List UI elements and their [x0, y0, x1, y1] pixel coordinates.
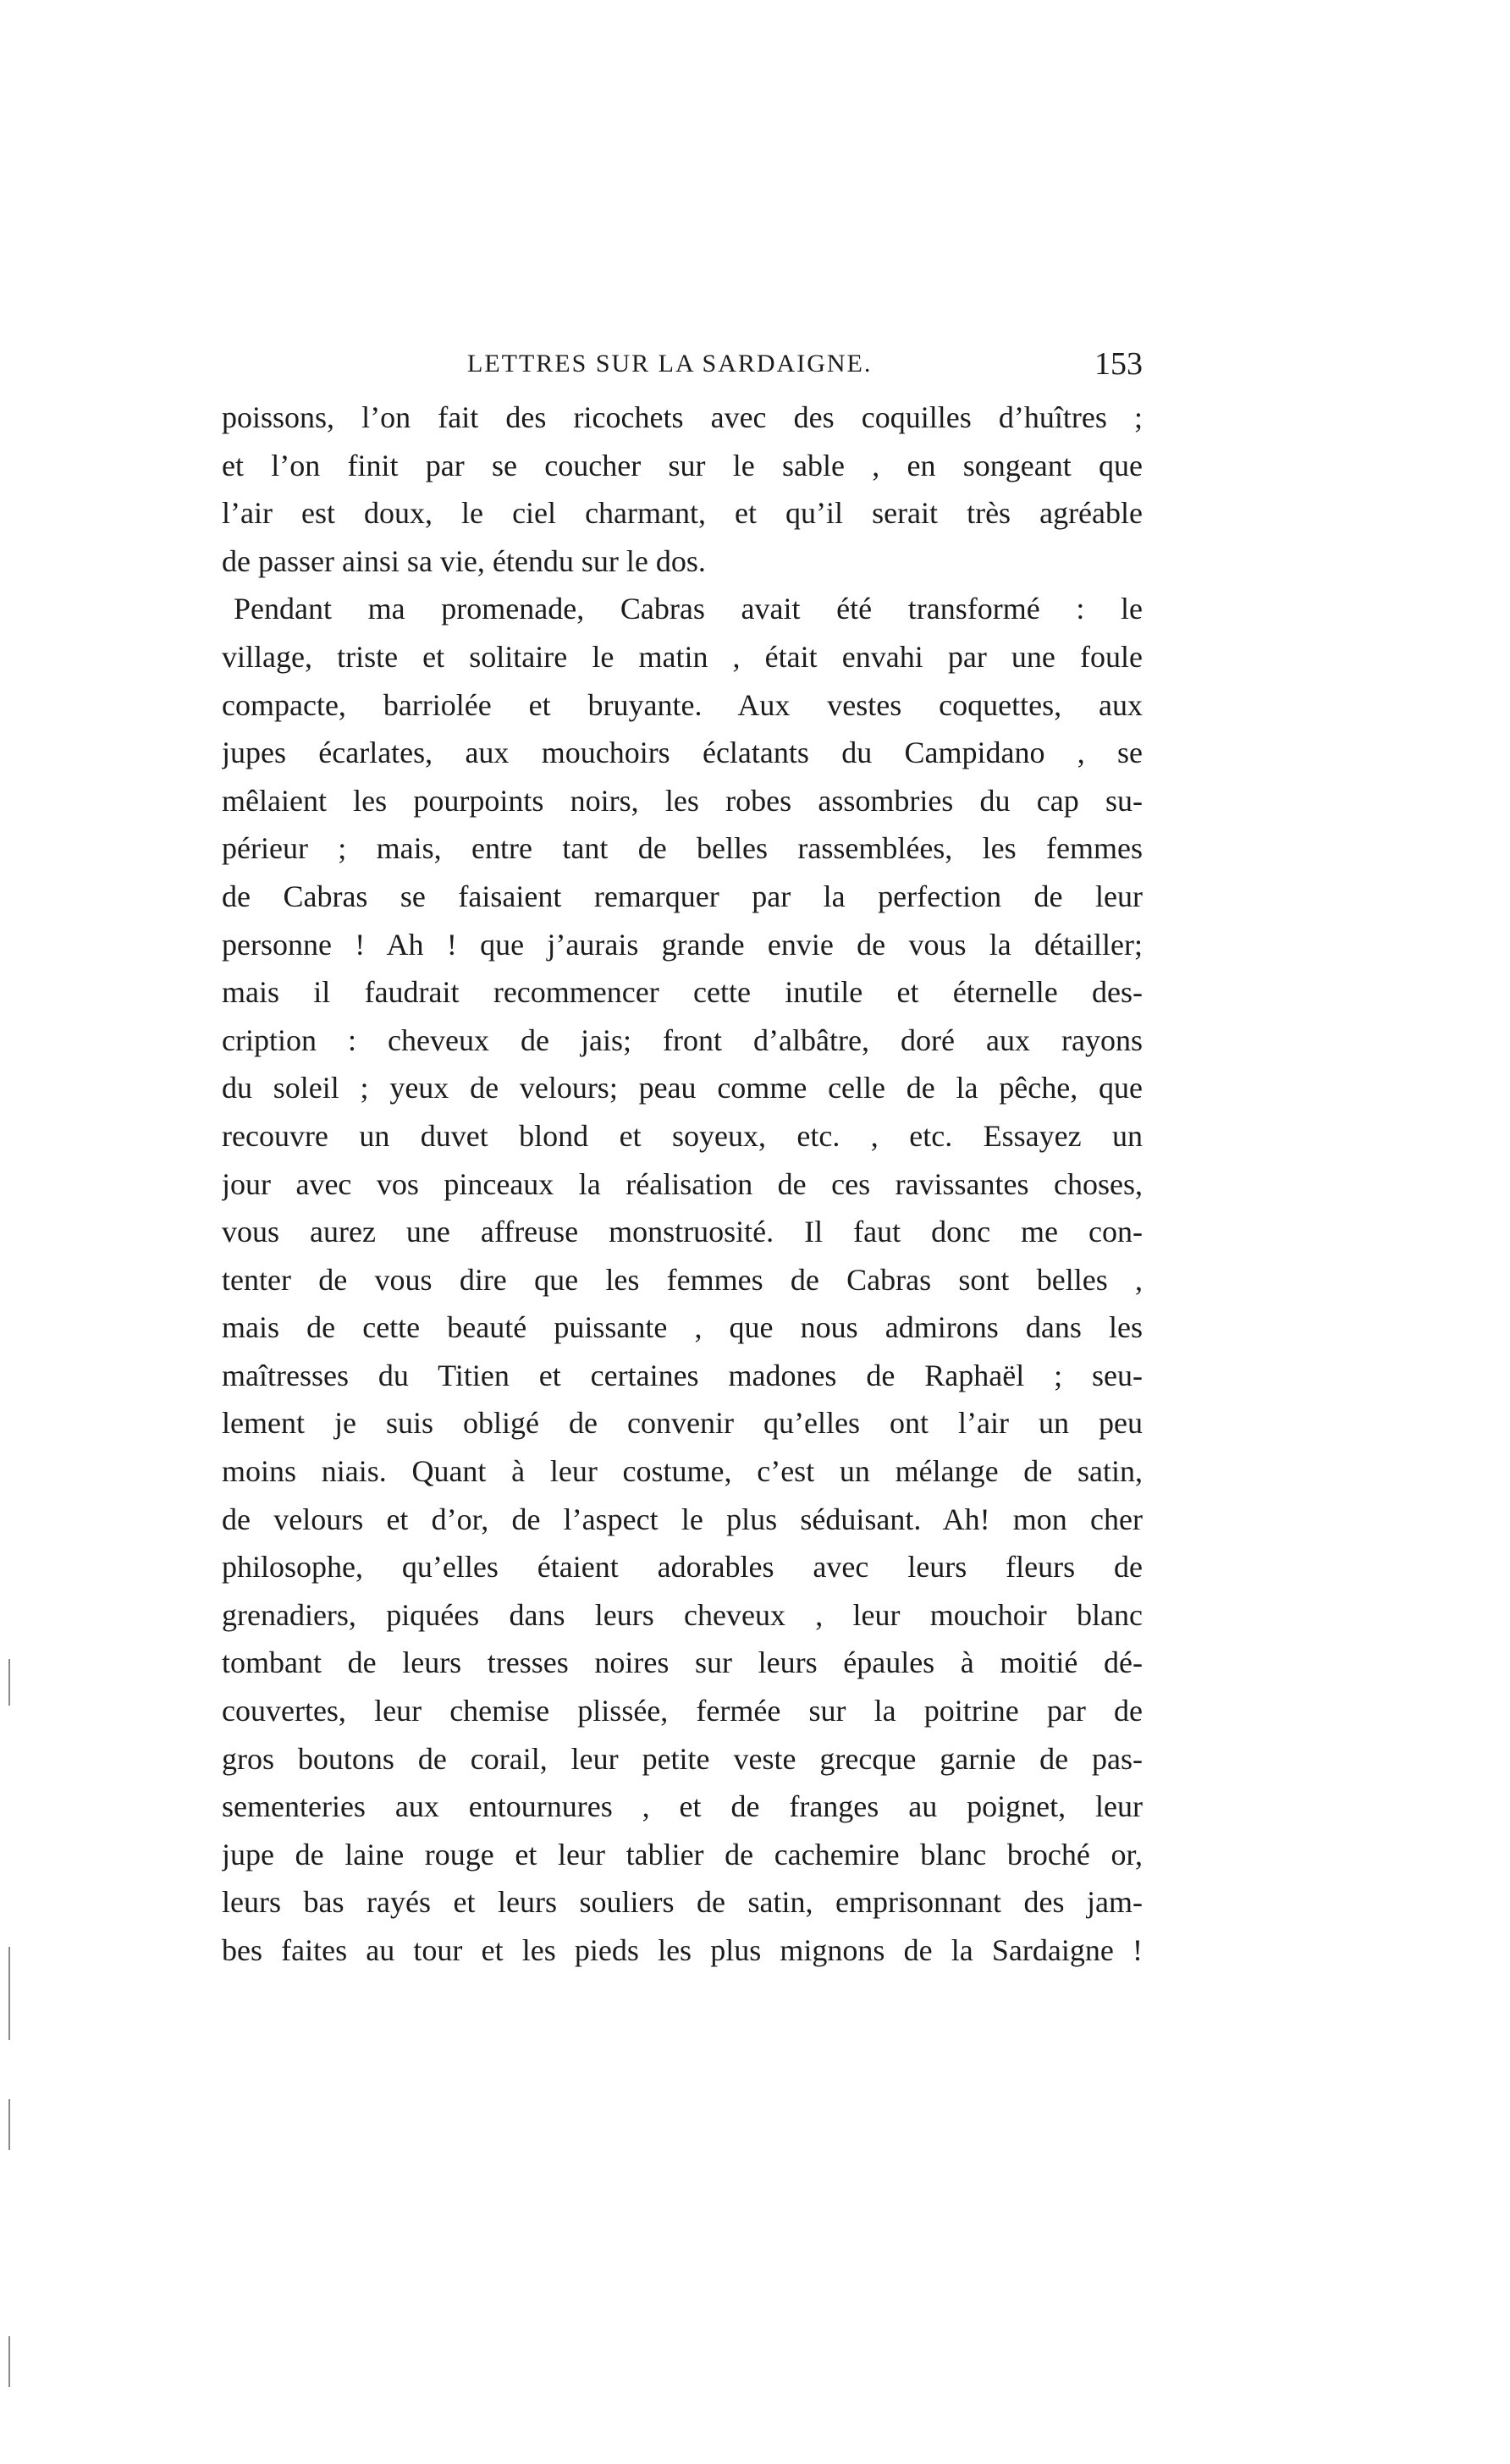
text-line: tenter de vous dire que les femmes de Cabras sont belles , — [222, 1262, 1143, 1297]
text-line: recouvre un duvet blond et soyeux, etc. , etc. Essayez un — [222, 1118, 1143, 1153]
text-line: grenadiers, piquées dans leurs cheveux , leur mouchoir blanc — [222, 1597, 1143, 1632]
text-line: cription : cheveux de jais; front d’albâtre, doré aux rayons — [222, 1023, 1143, 1057]
text-line: jour avec vos pinceaux la réalisation de ces ravissantes choses, — [222, 1166, 1143, 1201]
text-line: leurs bas rayés et leurs souliers de satin, emprisonnant des jam- — [222, 1885, 1143, 1920]
text-line: et l’on finit par se coucher sur le sable , en songeant que — [222, 448, 1143, 482]
text-line: mais il faudrait recommencer cette inutile et éternelle des- — [222, 975, 1143, 1010]
text-line: de passer ainsi sa vie, étendu sur le dos. — [222, 543, 706, 578]
scan-edge-mark — [8, 2336, 10, 2387]
text-line: personne ! Ah ! que j’aurais grande envie de vous la détailler; — [222, 927, 1143, 962]
text-line: de Cabras se faisaient remarquer par la perfection de leur — [222, 879, 1143, 913]
text-line: compacte, barriolée et bruyante. Aux vestes coquettes, aux — [222, 687, 1143, 722]
text-line: tombant de leurs tresses noires sur leurs épaules à moitié dé- — [222, 1645, 1143, 1680]
text-line-indented: Pendant ma promenade, Cabras avait été transformé : le — [234, 592, 1143, 626]
scan-edge-mark — [8, 1659, 10, 1706]
text-line: maîtresses du Titien et certaines madones de Raphaël ; seu- — [222, 1358, 1143, 1392]
text-line: village, triste et solitaire le matin , était envahi par une foule — [222, 639, 1143, 674]
scan-edge-mark — [8, 1947, 10, 2040]
page-number: 153 — [1094, 346, 1143, 382]
scan-edge-mark — [8, 2099, 10, 2150]
text-line: bes faites au tour et les pieds les plus mignons de la Sardaigne ! — [222, 1933, 1143, 1967]
text-line: moins niais. Quant à leur costume, c’est un mélange de satin, — [222, 1454, 1143, 1489]
text-line: de velours et d’or, de l’aspect le plus séduisant. Ah! mon cher — [222, 1502, 1143, 1536]
text-line: du soleil ; yeux de velours; peau comme celle de la pêche, que — [222, 1071, 1143, 1105]
text-line: vous aurez une affreuse monstruosité. Il faut donc me con- — [222, 1215, 1143, 1249]
running-title: LETTRES SUR LA SARDAIGNE. — [467, 350, 873, 378]
text-line: lement je suis obligé de convenir qu’elles ont l’air un peu — [222, 1406, 1143, 1441]
text-line: gros boutons de corail, leur petite veste grecque garnie de pas- — [222, 1741, 1143, 1776]
text-line: mêlaient les pourpoints noirs, les robes assombries du cap su- — [222, 783, 1143, 818]
text-line: jupe de laine rouge et leur tablier de cachemire blanc broché or, — [222, 1837, 1143, 1871]
text-line: poissons, l’on fait des ricochets avec des coquilles d’huîtres ; — [222, 400, 1143, 434]
page-header — [222, 340, 1143, 388]
text-line: mais de cette beauté puissante , que nous admirons dans les — [222, 1310, 1143, 1345]
text-line: jupes écarlates, aux mouchoirs éclatants du Campidano , se — [222, 736, 1143, 770]
text-line: sementeries aux entournures , et de franges au poignet, leur — [222, 1789, 1143, 1824]
text-line: philosophe, qu’elles étaient adorables avec leurs fleurs de — [222, 1550, 1143, 1585]
body-text — [222, 394, 1143, 1975]
text-line: l’air est doux, le ciel charmant, et qu’il serait très agréable — [222, 496, 1143, 531]
text-line: couvertes, leur chemise plissée, fermée sur la poitrine par de — [222, 1694, 1143, 1728]
text-line: périeur ; mais, entre tant de belles rassemblées, les femmes — [222, 831, 1143, 866]
